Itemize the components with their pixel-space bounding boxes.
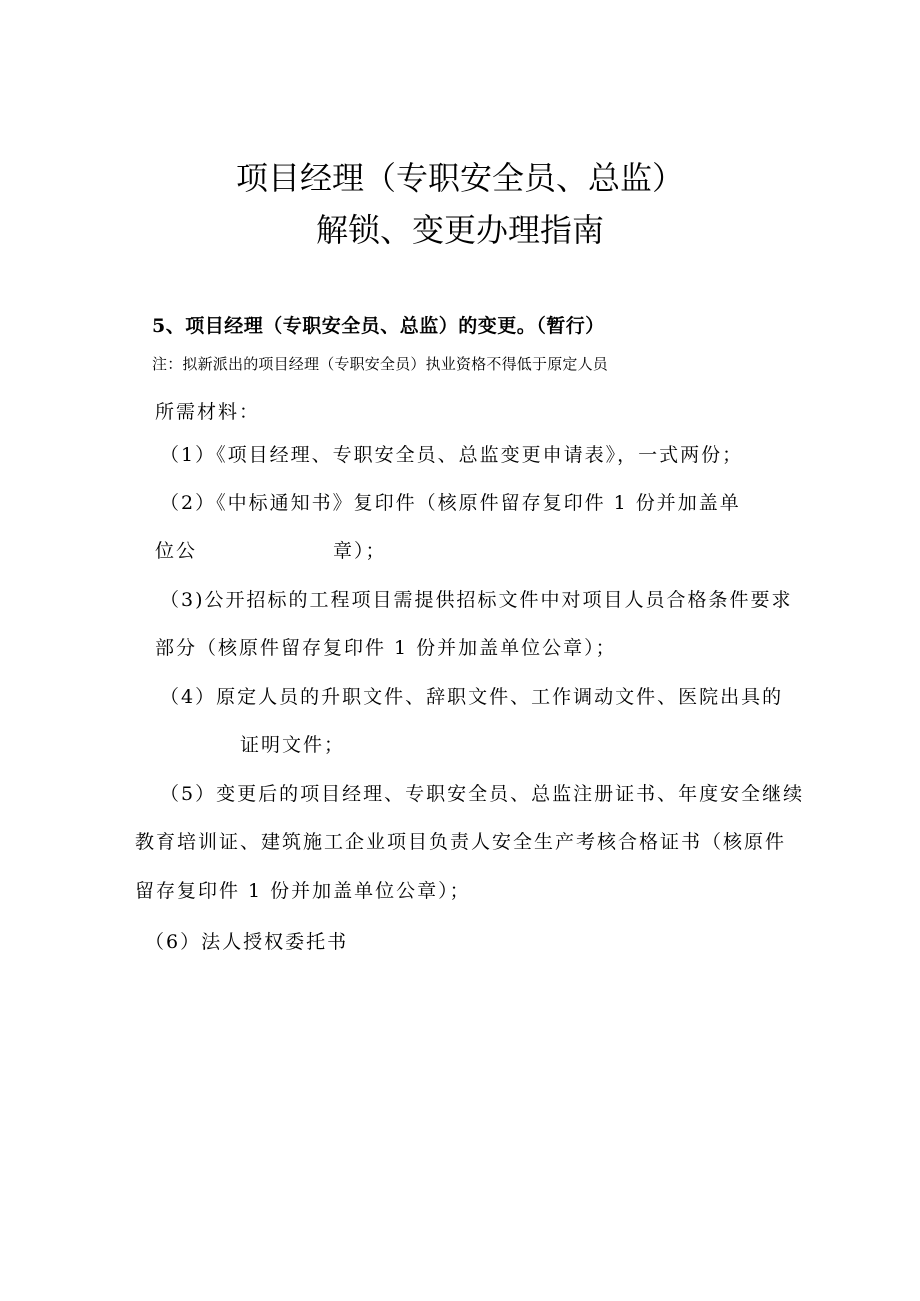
- material-item-3-line-1: （3)公开招标的工程项目需提供招标文件中对项目人员合格条件要求: [160, 589, 793, 611]
- material-item-2-line-2a: 位公: [155, 540, 198, 562]
- material-item-4-line-2: 证明文件；: [240, 734, 346, 756]
- material-item-6: （6）法人授权委托书: [145, 931, 349, 953]
- material-item-5-line-1: （5）变更后的项目经理、专职安全员、总监注册证书、年度安全继续: [160, 783, 805, 805]
- section-heading: 5、项目经理（专职安全员、总监）的变更。（暂行）: [152, 315, 605, 337]
- document-title-line-2: 解锁、变更办理指南: [315, 211, 604, 249]
- document-title-line-1: 项目经理（专职安全员、总监）: [235, 159, 684, 197]
- material-item-2-line-1: （2）《中标通知书》复印件（核原件留存复印件 1 份并加盖单: [160, 492, 741, 514]
- material-item-4-line-1: （4）原定人员的升职文件、辞职文件、工作调动文件、医院出具的: [160, 686, 784, 708]
- materials-label: 所需材料：: [155, 401, 261, 423]
- material-item-2-line-2b: 章）；: [333, 540, 387, 562]
- material-item-3-line-2: 部分（核原件留存复印件 1 份并加盖单位公章）；: [155, 637, 617, 659]
- material-item-5-line-3: 留存复印件 1 份并加盖单位公章）；: [135, 880, 471, 902]
- material-item-2-line-2: [155, 537, 387, 565]
- material-item-5-line-2: 教育培训证、建筑施工企业项目负责人安全生产考核合格证书（核原件: [135, 831, 787, 853]
- material-item-1: （1）《项目经理、专职安全员、总监变更申请表》，一式两份；: [160, 444, 744, 466]
- section-note: 注：拟新派出的项目经理（专职安全员）执业资格不得低于原定人员: [152, 355, 609, 373]
